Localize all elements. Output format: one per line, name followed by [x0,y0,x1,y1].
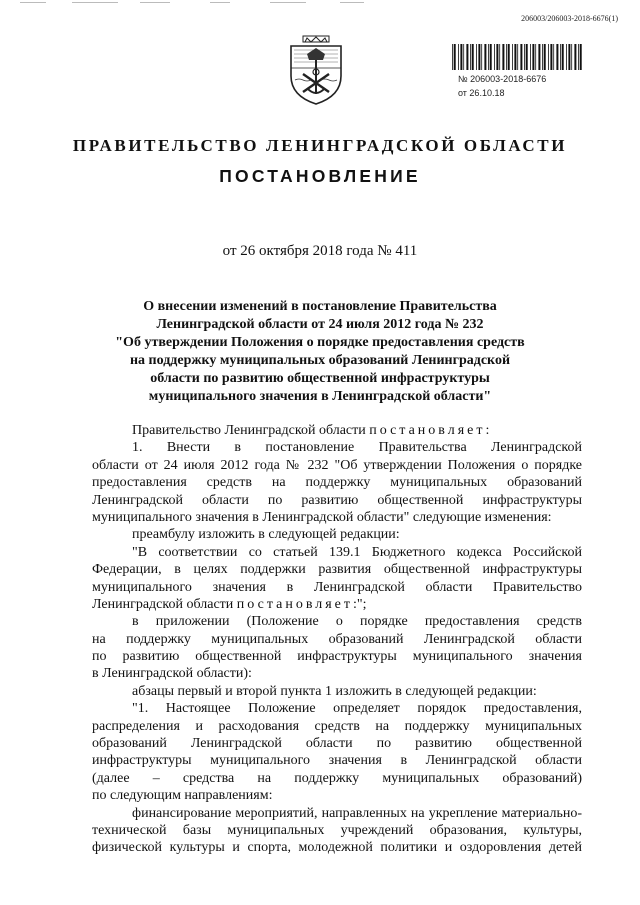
appendix-line: в Ленинградской области): [92,666,252,682]
heading-line: "Об утверждении Положения о порядке предоставления средств [115,335,525,350]
item1-line: муниципального значения в Ленинградской области" следующие изменения: [92,509,552,525]
point1-line: образований Ленинградской области по развитию общественной [92,736,582,752]
quote-line: муниципального значения в Ленинградской области Правительство [92,579,582,595]
heading-line: муниципального значения в Ленинградской области" [148,389,492,404]
item1-line: области от 24 июля 2012 года № 232 "Об утверждении Положения о порядке [92,457,582,473]
spaced-word: постановляет [369,423,486,438]
registration-number: 206003/206003-2018-6676(1) [521,14,618,23]
financing-line: физической культуры и спорта, молодежной политики и оздоровления детей [92,840,582,856]
financing-line: технической базы муниципальных учреждений образования, культуры, [92,822,582,838]
heading-line: Ленинградской области от 24 июля 2012 года № 232 [156,317,484,332]
spaced-word: постановляет [236,596,353,612]
point1-line: (далее – средства на поддержку муниципальных образований) [92,770,582,786]
appendix-line: в приложении (Положение о порядке предоставления средств [132,614,582,630]
item1-line: предоставления средств на поддержку муниципальных образований [92,475,582,491]
quote-line: Федерации, в целях поддержки развития общественной инфраструктуры [92,562,582,578]
point1-line: "1. Настоящее Положение определяет порядок предоставления, [132,701,582,717]
item1-line: Ленинградской области по развитию общественной инфраструктуры [92,492,582,508]
coat-of-arms-emblem [285,34,347,106]
heading-line: области по развитию общественной инфраструктуры [150,371,490,386]
barcode-number: № 206003-2018-6676 [458,74,547,84]
point1-line: распределения и расходования средств на поддержку муниципальных [92,718,582,734]
heading-line: О внесении изменений в постановление Правительства [143,299,497,314]
resolution-heading [100,298,540,406]
document-type-title: ПОСТАНОВЛЕНИЕ [219,166,421,186]
document-barcode [452,44,582,70]
appendix-line: по развитию общественной инфраструктуры муниципального значения [92,649,582,665]
quote-line: Ленинградской области постановляет:"; [92,596,367,612]
scan-edge-marks [20,0,380,6]
document-date-number: от 26 октября 2018 года № 411 [222,243,418,259]
quote-line: "В соответствии со статьей 139.1 Бюджетного кодекса Российской [132,544,582,560]
item1-line: 1. Внести в постановление Правительства Ленинградской [132,440,582,456]
financing-line: финансирование мероприятий, направленных на укрепление материально- [132,805,582,821]
point1-line: по следующим направлениям: [92,788,273,804]
intro-line: Правительство Ленинградской области постановляет: [132,423,490,438]
preamble-line: преамбулу изложить в следующей редакции: [132,527,400,543]
paragraphs-line: абзацы первый и второй пункта 1 изложить в следующей редакции: [132,683,537,699]
government-title: ПРАВИТЕЛЬСТВО ЛЕНИНГРАДСКОЙ ОБЛАСТИ [72,136,568,155]
barcode-date: от 26.10.18 [458,88,505,98]
appendix-line: на поддержку муниципальных образований Ленинградской области [92,631,582,647]
heading-line: на поддержку муниципальных образований Ленинградской [129,353,511,368]
point1-line: инфраструктуры муниципального значения в Ленинградской области [92,753,582,769]
resolution-body [92,422,582,857]
